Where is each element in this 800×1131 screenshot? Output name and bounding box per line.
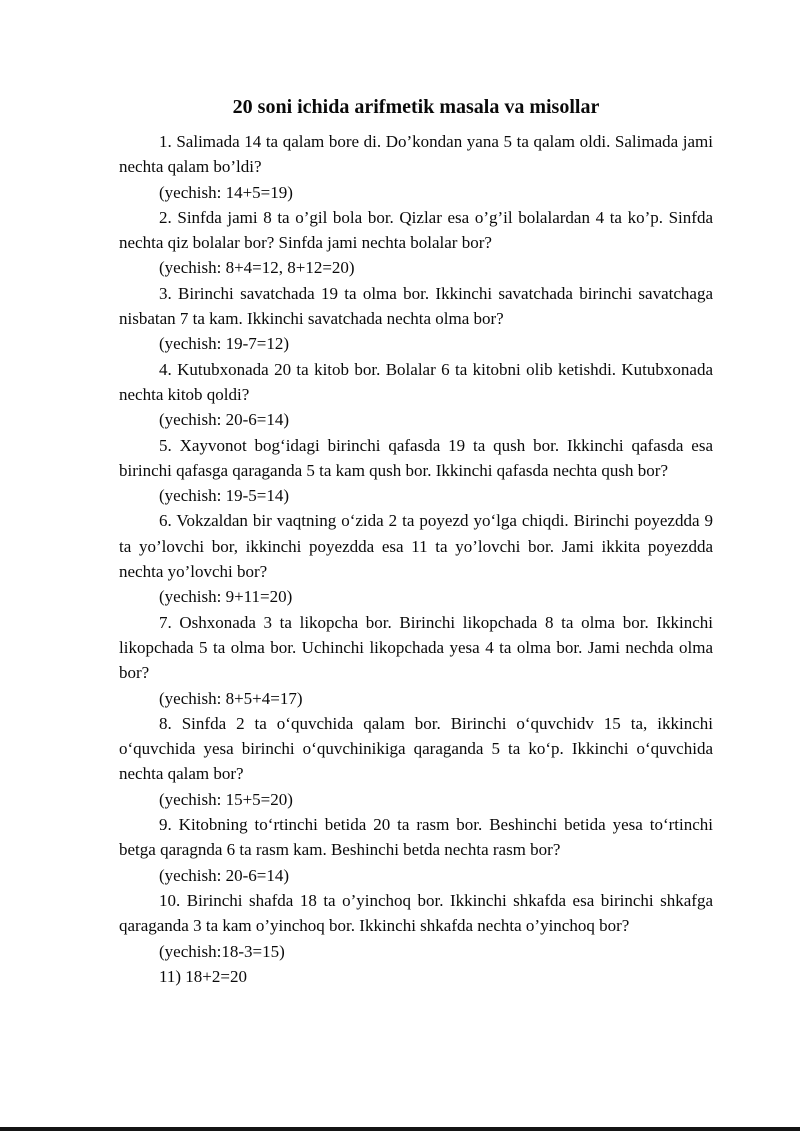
problem-7 (119, 610, 713, 711)
problem-solution: (yechish: 8+4=12, 8+12=20) (159, 258, 355, 278)
problem-text: 4. Kutubxonada 20 ta kitob bor. Bolalar 6 ta kitobni olib ketishdi. Kutubxonada nechta kitob qoldi? (119, 359, 713, 404)
problem-text: 2. Sinfda jami 8 ta o’gil bola bor. Qizlar esa o’g’il bolalardan 4 ta ko’p. Sinfda nechta qiz bolalar bor? Sinfda jami nechta bolalar bor? (119, 207, 713, 253)
problem-2 (119, 205, 713, 281)
problem-solution: (yechish: 19-5=14) (159, 486, 289, 506)
problem-solution: (yechish: 14+5=19) (159, 182, 293, 202)
problem-text: 9. Kitobning toʻrtinchi betida 20 ta rasm bor. Beshinchi betida yesa toʻrtinchi betga qaragnda 6 ta rasm kam. Beshinchi betda nechta rasm bor? (119, 815, 713, 860)
problem-text: 3. Birinchi savatchada 19 ta olma bor. Ikkinchi savatchada birinchi savatchaga nisbatan 7 ta kam. Ikkinchi savatchada nechta olma bor? (119, 283, 713, 329)
problem-solution: (yechish: 20-6=14) (159, 410, 289, 430)
page-title: 20 soni ichida arifmetik masala va misollar (232, 96, 600, 118)
problem-6 (119, 508, 713, 609)
problem-3 (119, 281, 713, 357)
problem-9 (119, 812, 713, 888)
problem-1 (119, 129, 713, 205)
problem-solution: (yechish: 15+5=20) (159, 789, 293, 809)
final-line: 11) 18+2=20 (159, 966, 247, 986)
problem-5 (119, 433, 713, 509)
problem-text: 1. Salimada 14 ta qalam bore di. Do’kondan yana 5 ta qalam oldi. Salimada jami nechta qalam bo’ldi? (119, 132, 713, 177)
problem-text: 5. Xayvonot bogʻidagi birinchi qafasda 19 ta qush bor. Ikkinchi qafasda esa birinchi qafasga qaraganda 5 ta kam qush bor. Ikkinchi qafasda nechta qush bor? (119, 435, 713, 480)
problem-text: 7. Oshxonada 3 ta likopcha bor. Birinchi likopchada 8 ta olma bor. Ikkinchi likopchada 5 ta olma bor. Uchinchi likopchada yesa 4 ta olma bor. Jami nechda olma bor? (119, 612, 713, 683)
page-bottom-edge (0, 1127, 800, 1131)
problem-4 (119, 357, 713, 433)
problem-text: 6. Vokzaldan bir vaqtning oʻzida 2 ta poyezd yoʻlga chiqdi. Birinchi poyezdda 9 ta yo’lovchi bor, ikkinchi poyezdda esa 11 ta yo’lovchi bor. Jami ikkita poyezdda nechta yo’lovchi bor? (119, 511, 713, 582)
problem-text: 8. Sinfda 2 ta oʻquvchida qalam bor. Birinchi oʻquvchidv 15 ta, ikkinchi oʻquvchida yesa birinchi oʻquvchinikiga qaraganda 5 ta koʻp. Ikkinchi oʻquvchida nechta qalam bor? (119, 713, 713, 784)
problem-solution: (yechish: 8+5+4=17) (159, 688, 303, 708)
problem-solution: (yechish:18-3=15) (159, 941, 285, 961)
problem-solution: (yechish: 20-6=14) (159, 865, 289, 885)
problem-solution: (yechish: 9+11=20) (159, 587, 293, 607)
problem-solution: (yechish: 19-7=12) (159, 334, 289, 354)
problem-10 (119, 888, 713, 964)
problem-text: 10. Birinchi shafda 18 ta o’yinchoq bor. Ikkinchi shkafda esa birinchi shkafga qaraganda 3 ta kam o’yinchoq bor. Ikkinchi shkafda nechta o’yinchoq bor? (119, 890, 713, 936)
problem-8 (119, 711, 713, 812)
